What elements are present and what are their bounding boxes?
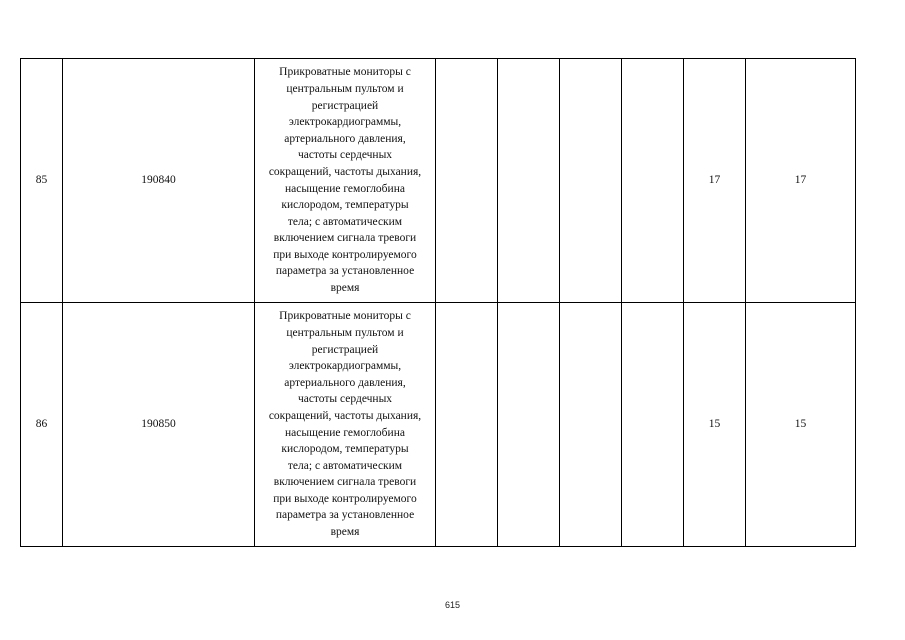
table-row [21, 303, 856, 547]
empty-cell [622, 303, 684, 547]
empty-cell [436, 303, 498, 547]
total-cell: 17 [746, 59, 856, 303]
description-text: Прикроватные мониторы с центральным пультом и регистрацией электрокардиограммы, артериального давления, частоты сердечных сокращений, частоты дыхания, насыщение гемоглобина кислородом, температуры тела; с автоматическим включением сигнала тревоги при выходе контролируемого параметра за установленное время [268, 310, 422, 539]
empty-cell [498, 303, 560, 547]
empty-cell [436, 59, 498, 303]
description-cell [255, 303, 436, 547]
empty-cell [560, 303, 622, 547]
equipment-table [20, 58, 856, 547]
total-cell: 15 [746, 303, 856, 547]
code-cell: 190850 [63, 303, 255, 547]
row-number-cell: 86 [21, 303, 63, 547]
empty-cell [498, 59, 560, 303]
description-text: Прикроватные мониторы с центральным пультом и регистрацией электрокардиограммы, артериального давления, частоты сердечных сокращений, частоты дыхания, насыщение гемоглобина кислородом, температуры тела; с автоматическим включением сигнала тревоги при выходе контролируемого параметра за установленное время [268, 66, 422, 295]
table-row [21, 59, 856, 303]
page-number: 615 [444, 600, 461, 610]
quantity-cell: 17 [684, 59, 746, 303]
code-cell: 190840 [63, 59, 255, 303]
empty-cell [622, 59, 684, 303]
description-cell [255, 59, 436, 303]
row-number-cell: 85 [21, 59, 63, 303]
quantity-cell: 15 [684, 303, 746, 547]
empty-cell [560, 59, 622, 303]
